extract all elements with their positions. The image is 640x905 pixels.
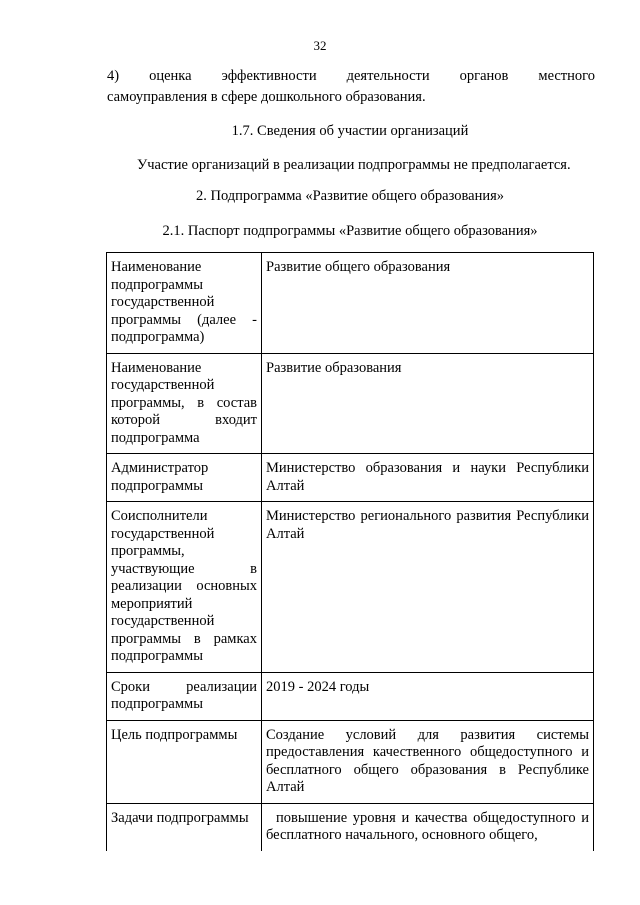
page-number: 32 <box>313 38 327 53</box>
passport-table <box>106 252 594 851</box>
row-label: Наименование подпрограммы государственной программы (далее - подпрограмма) <box>107 253 262 354</box>
section-2-1-heading: 2.1. Паспорт подпрограммы «Развитие общего образования» <box>162 223 538 239</box>
table-row <box>107 502 594 673</box>
table-row <box>107 253 594 354</box>
row-label: Соисполнители государственной программы, участвующие в реализации основных мероприятий государственной программы в рамках подпрограммы <box>107 502 262 673</box>
section-1-7-heading: 1.7. Сведения об участии организаций <box>231 123 469 139</box>
row-value: Создание условий для развития системы предоставления качественного общедоступного и бесплатного общего образования в Республике Алтай <box>262 720 594 803</box>
section-1-7-text: Участие организаций в реализации подпрограммы не предполагается. <box>137 157 571 173</box>
row-label: Цель подпрограммы <box>107 720 262 803</box>
row-value: Министерство регионального развития Республики Алтай <box>262 502 594 673</box>
table-row <box>107 454 594 502</box>
row-value: Министерство образования и науки Республики Алтай <box>262 454 594 502</box>
table-row <box>107 672 594 720</box>
row-label: Сроки реализации подпрограммы <box>107 672 262 720</box>
row-label: Задачи подпрограммы <box>107 803 262 851</box>
row-value: повышение уровня и качества общедоступного и бесплатного начального, основного общего, <box>262 803 594 851</box>
row-value: Развитие общего образования <box>262 253 594 354</box>
row-value: 2019 - 2024 годы <box>262 672 594 720</box>
intro-line-1: 4) оценка эффективности деятельности органов местного <box>107 68 595 84</box>
table-row <box>107 720 594 803</box>
table-row <box>107 803 594 851</box>
section-2-heading: 2. Подпрограмма «Развитие общего образования» <box>195 188 505 204</box>
row-value: Развитие образования <box>262 353 594 454</box>
row-label: Администратор подпрограммы <box>107 454 262 502</box>
intro-line-2: самоуправления в сфере дошкольного образования. <box>107 89 426 105</box>
row-label: Наименование государственной программы, в состав которой входит подпрограмма <box>107 353 262 454</box>
table-row <box>107 353 594 454</box>
